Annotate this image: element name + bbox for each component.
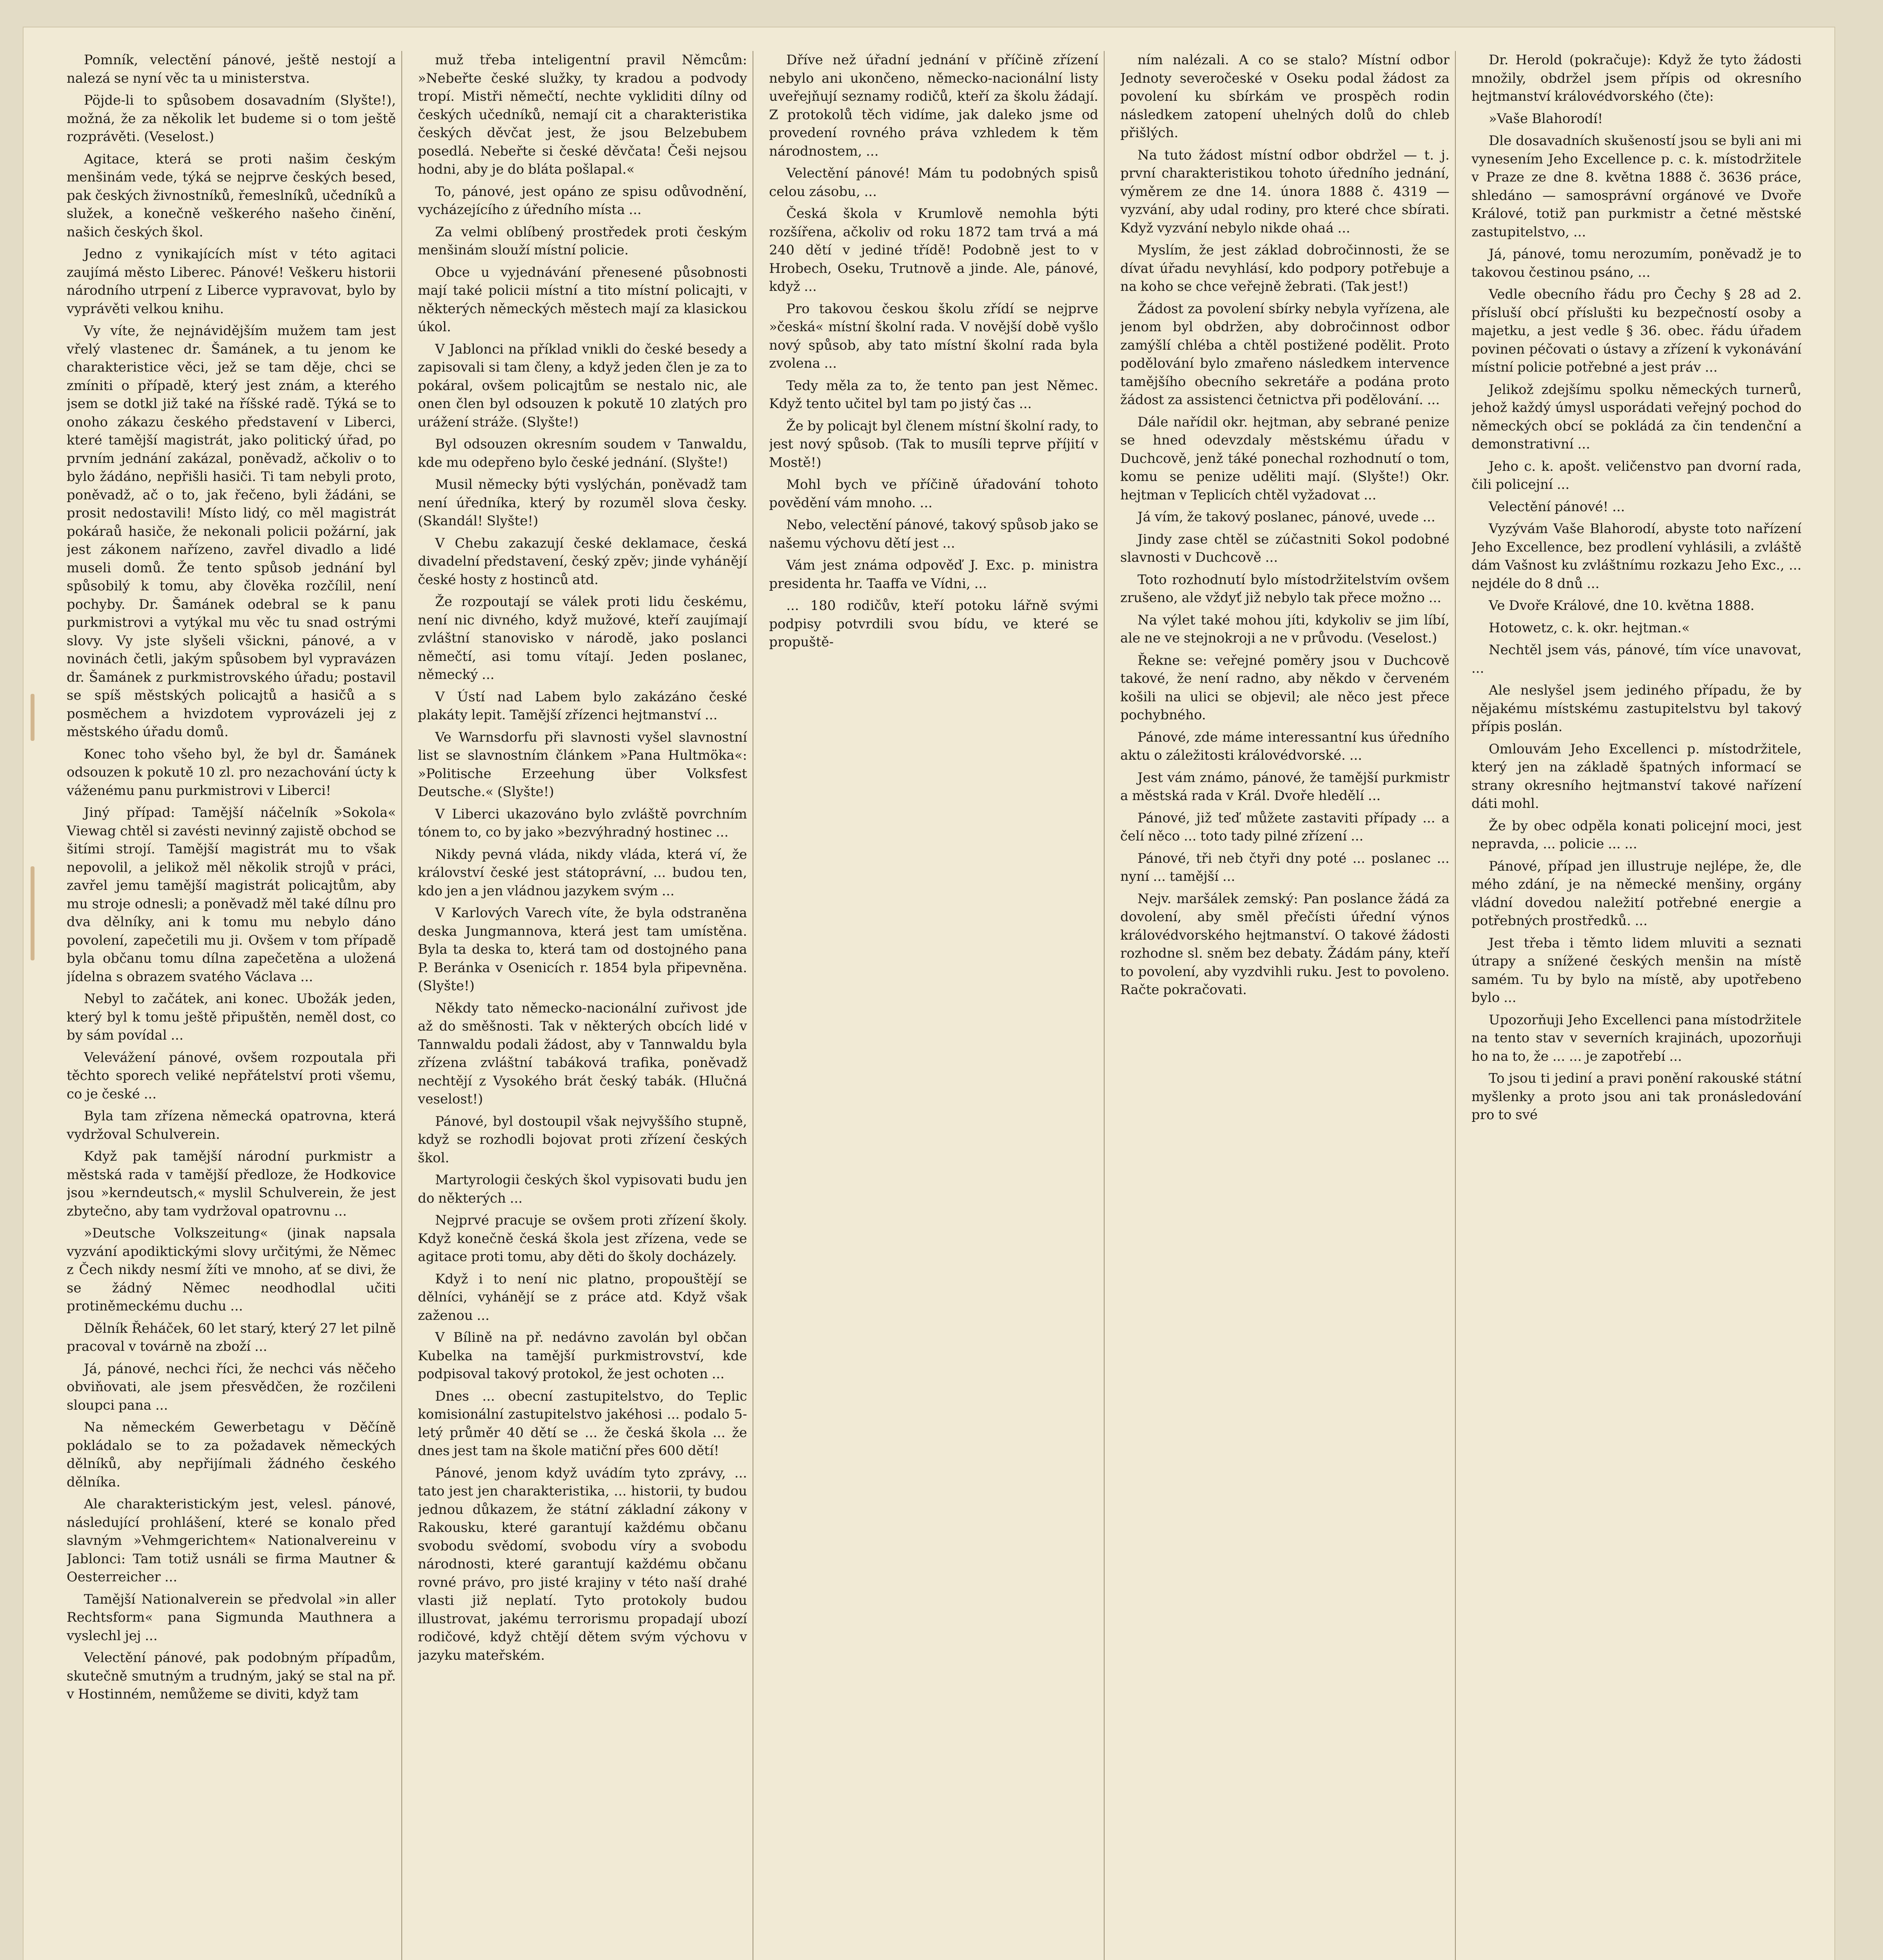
paragraph: Řekne se: veřejné poměry jsou v Duchcově takové, že není radno, aby někdo v červeném košili na ulici se objevil; ale něco jest přece pochybného.	[1120, 652, 1449, 723]
paragraph: Česká škola v Krumlově nemohla býti rozšířena, ačkoliv od roku 1872 tam trvá a má 240 dětí v jediné třídě! Podobně jest to v Hrobech, Oseku, Trutnově a jinde. Ale, pánové, když ...	[769, 206, 1098, 294]
page-stain	[31, 866, 34, 960]
paragraph: ... 180 rodičův, kteří potoku lářně svými podpisy potvrdili svou bídu, ve které se propuště-	[769, 598, 1098, 650]
paragraph: Pánové, zde máme interessantní kus úředního aktu o záležitosti královédvorské. ...	[1120, 729, 1449, 763]
paragraph: Omlouvám Jeho Excellenci p. místodržitele, který jen na základě špatných informací se strany okresního hejtmanství takové nařízení dáti mohl.	[1471, 741, 1801, 811]
paragraph: Na výlet také mohou jíti, kdykoliv se jim líbí, ale ne ve stejnokroji a ne v průvodu. (Veselost.)	[1120, 612, 1449, 646]
paragraph: Jest třeba i těmto lidem mluviti a seznati útrapy a snížené českých menšin na místě samém. Tu by bylo na místě, aby upotřebeno bylo ...	[1471, 935, 1801, 1005]
paragraph: Hotowetz, c. k. okr. hejtman.«	[1489, 620, 1690, 636]
paragraph: Upozorňuji Jeho Excellenci pana místodržitele na tento stav v severních krajinách, upozorňuji ho na to, že ... ... je zapotřebí ...	[1471, 1012, 1801, 1064]
paragraph: Pomník, velectění pánové, ještě nestojí a nalezá se nyní věc ta u ministerstva.	[67, 52, 396, 86]
paragraph: V Bílině na př. nedávno zavolán byl občan Kubelka na tamější purkmistrovství, kde podpisoval takový protokol, že jest ochoten ...	[418, 1330, 747, 1382]
paragraph: Dle dosavadních skušeností jsou se byli ani mi vynesením Jeho Excellence p. c. k. místodržitele v Praze ze dne 8. května 1888 č. 3636 práce, shledáno — samosprávní orgánové ve Dvoře Králové, totiž pan purkmistr a četné městské zastupitelstvo, ...	[1471, 133, 1801, 240]
paragraph: Na německém Gewerbetagu v Děčíně pokládalo se to za požadavek německých dělníků, aby nepřijímali žádného českého dělníka.	[67, 1419, 396, 1490]
paragraph: Vám jest známa odpověď J. Exc. p. ministra presidenta hr. Taaffa ve Vídni, ...	[769, 557, 1098, 592]
paragraph: Já vím, že takový poslanec, pánové, uvede ...	[1137, 509, 1435, 525]
paragraph: Na tuto žádost místní odbor obdržel — t. j. první charakteristikou tohoto úředního jednání, výměrem ze dne 14. února 1888 č. 4319 — vyzvání, aby udal rodiny, pro které chce sbírati. Když vyzvání nebylo nikde ohaá ...	[1120, 147, 1449, 236]
column-5	[1471, 51, 1807, 1960]
paragraph: Ale charakteristickým jest, velesl. pánové, následující prohlášení, které se konalo před slavným »Vehmgerichtem« Nationalvereinu v Jablonci: Tam totiž usnáli se firma Mautner & Oesterreicher ...	[67, 1496, 396, 1585]
paragraph: Dělník Řeháček, 60 let starý, který 27 let pilně pracoval v továrně na zboží ...	[67, 1320, 396, 1354]
paragraph: Velectění pánové! ...	[1489, 499, 1625, 515]
paragraph: Pánové, případ jen illustruje nejlépe, že, dle mého zdání, je na německé menšiny, orgány vládní dovedou naležití potřebné energie a potřebných prostředků. ...	[1471, 858, 1801, 929]
paragraph: V Jablonci na příklad vnikli do české besedy a zapisovali si tam členy, a když jeden člen je za to pokáral, ovšem policajtům se nestalo nic, ale onen člen byl odsouzen k pokutě 10 zlatých pro urážení stráže. (Slyšte!)	[418, 341, 747, 430]
paragraph: V Ústí nad Labem bylo zakázáno české plakáty lepit. Tamější zřízenci hejtmanství ...	[418, 689, 747, 723]
paragraph: Vedle obecního řádu pro Čechy § 28 ad 2. přísluší obcí příslušti ku bezpečností osoby a majetku, a jest vedle § 36. obec. řádu úřadem povinen péčovati o ústavy a zřízení k vykonávání místní policie potřebné a jest práv ...	[1471, 287, 1801, 375]
paragraph: Nebyl to začátek, ani konec. Ubožák jeden, který byl k tomu ještě připuštěn, neměl dost, co by sám povídal ...	[67, 991, 396, 1043]
paragraph: Ve Dvoře Králové, dne 10. května 1888.	[1489, 598, 1755, 613]
paragraph: Pánové, již teď můžete zastaviti případy ... a čelí něco ... toto tady pilné zřízení ...	[1120, 810, 1449, 844]
paragraph: Dále nařídil okr. hejtman, aby sebrané penize se hned odevzdaly městskému úřadu v Duchcově, jenž táké ponechal rozhodnutí o tom, komu se penize uděliti mají. (Slyšte!) Okr. hejtman v Teplicích chtěl vyžadovat ...	[1120, 414, 1449, 503]
paragraph: Vy víte, že nejnávidějším mužem tam jest vřelý vlastenec dr. Šamánek, a tu jenom ke charakteristice věci, jež se tam děje, chci se zmíniti o případě, který jest znám, a kterého jsem se dotkl již také na říšské radě. Týká se to onoho zákazu českého představení v Liberci, které tamější magistrát, jako politický úřad, po prvním jednání zakázal, poněvadž, ačkoliv o to bylo žádáno, nepřišli hasiči. Ti tam nebyli proto, poněvadž, ač o to, jak řečeno, byli žádáni, se prosit nedostavili! Místo lidý, co měl magistrát pokáraů hasiče, že nekonali policii požární, jak jest zákonem nařízeno, zavřel divadlo a lidé museli domů. Že tento spůsob jednání byl spůsobilý k tomu, aby člověka rozčílil, není pochyby. Dr. Šamánek odebral se k panu purkmistrovi a vytýkal mu věc tu snad ostrými slovy. Vy jste slyšeli všickni, pánové, a v novinách četli, jakým spůsobem byl vypravázen dr. Šamánek z purkmistrovského úřadu; postavil se spíš městských policajtů a hasičů a s posměchem a hvizdotem vyprovázeli jej z městského úřadu domů.	[67, 323, 396, 740]
paragraph: Musil německy býti vyslýchán, poněvadž tam není úředníka, který by rozuměl slova česky. (Skandál! Slyšte!)	[418, 477, 747, 529]
paragraph: Tedy měla za to, že tento pan jest Němec. Když tento učitel byl tam po jistý čas ...	[769, 377, 1098, 412]
paragraph: Pöjde-li to spůsobem dosavadním (Slyšte!), možná, že za několik let budeme si o tom ještě rozprávěti. (Veselost.)	[67, 93, 396, 145]
paragraph: »Deutsche Volkszeitung« (jinak napsala vyzvání apodiktickými slovy určitými, že Němec z Čech nikdy nesmí žíti ve mnoho, ať se divi, že se žádný Němec neodhodlal učiti protiněmeckému duchu ...	[67, 1225, 396, 1314]
newspaper-page	[24, 27, 1834, 1960]
paragraph: Jiný případ: Tamější náčelník »Sokola« Viewag chtěl si zavésti nevinný zajistě obchod se šitími strojí. Tamější magistrát mu to však nepovolil, a jelikož měl několik strojů v práci, zavřel jemu tamější magistrát policajtům, aby mu stroje odnesli; a poněvadž měl také dílnu pro dva dělníky, ani k tomu mu nebylo dáno povolení, zapečetili mu ji. Ovšem v tom případě byla občanu tomu dílna zapečetěna a uložená jídelna s obrazem svatého Václava ...	[67, 805, 396, 985]
paragraph: V Chebu zakazují české deklamace, česká divadelní představení, český zpěv; jinde vyhánějí české hosty z hostinců atd.	[418, 535, 747, 588]
paragraph: Já, pánové, nechci říci, že nechci vás něčeho obviňovati, ale jsem přesvědčen, že rozčileni sloupci pana ...	[67, 1361, 396, 1413]
paragraph: Dr. Herold (pokračuje): Když že tyto žádosti množily, obdržel jsem přípis od okresního hejtmanství královédvorského (čte):	[1471, 52, 1801, 104]
paragraph: Byla tam zřízena německá opatrovna, která vydržoval Schulverein.	[67, 1108, 396, 1142]
paragraph: Konec toho všeho byl, že byl dr. Šamánek odsouzen k pokutě 10 zl. pro nezachování úcty k váženému panu purkmistrovi v Liberci!	[67, 746, 396, 799]
paragraph: Jelikož zdejšímu spolku německých turnerů, jehož každý úmysl usporádati veřejný pochod do německých obcí se pokládá za čin tendenční a demonstrativní ...	[1471, 381, 1801, 452]
paragraph: Nejprvé pracuje se ovšem proti zřízení školy. Když konečně česká škola jest zřízena, vede se agitace proti tomu, aby děti do školy docházely.	[418, 1212, 747, 1265]
column-1	[67, 51, 402, 1960]
page-stain	[31, 694, 34, 741]
paragraph: Jedno z vynikajících míst v této agitaci zaujímá město Liberec. Pánové! Veškeru historii národního utrpení z Liberce vypravovat, bylo by vyprávěti velkou knihu.	[67, 246, 396, 317]
paragraph: Myslím, že jest základ dobročinnosti, že se dívat úřadu nevyhlásí, kdo podpory potřebuje a na koho se chce veřejně žebrati. (Tak jest!)	[1120, 242, 1449, 294]
paragraph: »Vaše Blahorodí!	[1489, 111, 1603, 127]
paragraph: Nebo, velectění pánové, takový spůsob jako se našemu výchovu dětí jest ...	[769, 517, 1098, 551]
paragraph: Velevážení pánové, ovšem rozpoutala při těchto sporech veliké nepřátelství proti všemu, co je české ...	[67, 1049, 396, 1102]
paragraph: Velectění pánové, pak podobným případům, skutečně smutným a trudným, jaký se stal na př. v Hostinném, nemůžeme se diviti, když tam	[67, 1650, 396, 1702]
paragraph: Jeho c. k. apošt. veličenstvo pan dvorní rada, čili policejní ...	[1471, 458, 1801, 492]
paragraph: Pánové, jenom když uvádím tyto zprávy, ... tato jest jen charakteristika, ... historii, ty budou jednou důkazem, že státní základní zákony v Rakousku, které garantují každému občanu svobodu svědomí, svobodu víry a svobodu národnosti, které garantují každému občanu rovné právo, pro jisté krajiny v této naší drahé vlasti již neplatí. Tyto protokoly budou illustrovat, jakému terrorismu propadají ubozí rodičové, když chtějí dětem svým výchovu v jazyku mateřském.	[418, 1465, 747, 1663]
paragraph: Toto rozhodnutí bylo místodržitelstvím ovšem zrušeno, ale vždyť již nebylo tak přece možno ...	[1120, 572, 1449, 606]
paragraph: ním nalézali. A co se stalo? Místní odbor Jednoty severočeské v Oseku podal žádost za povolení ku sbírkám ve prospěch rodin následkem zatopení uhelných dolů do chleb přišlých.	[1120, 52, 1449, 141]
paragraph: Martyrologii českých škol vypisovati budu jen do některých ...	[418, 1172, 747, 1206]
paragraph: Jindy zase chtěl se zúčastniti Sokol podobné slavnosti v Duchcově ...	[1120, 531, 1449, 565]
paragraph: Že rozpoutají se válek proti lidu českému, není nic divného, když mužové, kteří zaujímají zvláštní stanovisko v národě, jako poslanci němečtí, asi tomu vítají. Jeden poslanec, německý ...	[418, 594, 747, 682]
paragraph: Tamější Nationalverein se předvolal »in aller Rechtsform« pana Sigmunda Mauthnera a vyslechl jej ...	[67, 1591, 396, 1644]
column-3	[769, 51, 1105, 1960]
paragraph: Že by policajt byl členem místní školní rady, to jest nový spůsob. (Tak to musíli teprve příjití v Mostě!)	[769, 418, 1098, 470]
paragraph: Ve Warnsdorfu při slavnosti vyšel slavnostní list se slavnostním článkem »Pana Hultmöka«: »Politische Erzeehung über Volksfest Deutsche.« (Slyšte!)	[418, 729, 747, 800]
paragraph: Já, pánové, tomu nerozumím, poněvadž je to takovou čestinou psáno, ...	[1471, 246, 1801, 280]
paragraph: V Karlových Varech víte, že byla odstraněna deska Jungmannova, která jest tam umístěna. Byla ta deska to, která tam od dostojného pana P. Beránka v Osenicích r. 1854 byla připevněna. (Slyšte!)	[418, 905, 747, 994]
paragraph: muž třeba inteligentní pravil Němcům: »Nebeřte české služky, ty kradou a podvody tropí. Mistři němečtí, nechte vykliditi dílny od českých učedníků, nemají cit a charakteristika českých děvčat jest, že jsou Belzebubem posedlá. Nebeřte si české děvčata! Češi nejsou hodni, aby je do bláta pošlapal.«	[418, 52, 747, 177]
paragraph: Někdy tato německo-nacionální zuřivost jde až do směšnosti. Tak v některých obcích lidé v Tannwaldu podali žádost, aby v Tannwaldu byla zřízena zvláštní tabáková trafika, poněvadž nechtějí z Vysokého brát český tabák. (Hlučná veselost!)	[418, 1000, 747, 1107]
paragraph: Byl odsouzen okresním soudem v Tanwaldu, kde mu odepřeno bylo české jednání. (Slyšte!)	[418, 436, 747, 470]
paragraph: Pro takovou českou školu zřídí se nejprve »česká« místní školní rada. V novější době vyšlo nový spůsob, aby tato místní školní rada byla zvolena ...	[769, 301, 1098, 371]
paragraph: Když i to není nic platno, propouštějí se dělníci, vyhánějí se z práce atd. Když však zaženou ...	[418, 1271, 747, 1323]
paragraph: Pánové, byl dostoupil však nejvyššího stupně, když se rozhodli bojovat proti zřízení českých škol.	[418, 1113, 747, 1166]
paragraph: Když pak tamější národní purkmistr a městská rada v tamější předloze, že Hodkovice jsou »kerndeutsch,« myslil Schulverein, že jest zbytečno, aby tam vydržoval opatrovnu ...	[67, 1149, 396, 1219]
paragraph: Obce u vyjednávání přenesené působnosti mají také policii místní a tito místní policajti, v některých německých městech mají za klasickou úkol.	[418, 264, 747, 335]
paragraph: Nejv. maršálek zemský: Pan poslance žádá za dovolení, aby směl přečísti úřední výnos královédvorského hejtmanství. O takové žádosti rozhodne sl. sněm bez debaty. Žádám pány, kteří to povolení, aby vyzdvihli ruku. Jest to povoleno. Račte pokračovati.	[1120, 891, 1449, 998]
paragraph: Za velmi oblíbený prostředek proti českým menšinám slouží místní policie.	[418, 224, 747, 258]
paragraph: Dříve než úřadní jednání v příčině zřízení nebylo ani ukončeno, německo-nacionální listy uveřejňují seznamy rodičů, kteří za školu žádají. Z protokolů těch vidíme, jak daleko jsme od provedení rovného práva vzhledem k těm národnostem, ...	[769, 52, 1098, 159]
paragraph: Žádost za povolení sbírky nebyla vyřízena, ale jenom byl obdržen, aby dobročinnost odbor zamýšlí chléba a chtěl postižené podělit. Proto podělování bylo zmařeno následkem intervence tamějšího obecního sekretáře a podána proto žádost za assistenci četnictva při podělování. ...	[1120, 301, 1449, 408]
column-2	[418, 51, 753, 1960]
paragraph: Jest vám známo, pánové, že tamější purkmistr a městská rada v Král. Dvoře hledělí ...	[1120, 769, 1449, 804]
column-4	[1120, 51, 1456, 1960]
paragraph: V Liberci ukazováno bylo zvláště povrchním tónem to, co by jako »bezvýhradný hostinec ...	[418, 806, 747, 840]
paragraph: Nikdy pevná vláda, nikdy vláda, která ví, že království české jest státoprávní, ... budou ten, kdo jen a jen vládnou jazykem svým ...	[418, 846, 747, 899]
paragraph: Nechtěl jsem vás, pánové, tím více unavovat, ...	[1471, 642, 1801, 676]
paragraph: Dnes ... obecní zastupitelstvo, do Teplic komisionální zastupitelstvo jakéhosi ... podalo 5-letý průměr 40 dětí se ... že česká škola ... že dnes jest tam na škole matiční přes 600 dětí!	[418, 1388, 747, 1459]
paragraph: To jsou ti jediní a pravi ponění rakouské státní myšlenky a proto jsou ani tak pronásledování pro to své	[1471, 1071, 1801, 1123]
paragraph: Pánové, tři neb čtyři dny poté ... poslanec ... nyní ... tamější ...	[1120, 850, 1449, 884]
paragraph: Že by obec odpěla konati policejní moci, jest nepravda, ... policie ... ...	[1471, 818, 1801, 852]
paragraph: Mohl bych ve příčině úřadování tohoto povědění vám mnoho. ...	[769, 477, 1098, 511]
paragraph: Agitace, která se proti našim českým menšinám vede, týká se nejprve českých besed, pak českých živnostníků, řemeslníků, učedníků a služek, a konečně veškerého našeho činění, našich českých škol.	[67, 151, 396, 240]
paragraph: To, pánové, jest opáno ze spisu odůvodnění, vycházejícího z úředního místa ...	[418, 183, 747, 218]
paragraph: Ale neslyšel jsem jediného případu, že by nějakému místskému zastupitelstvu byl takový přípis poslán.	[1471, 682, 1801, 735]
text-columns	[67, 51, 1807, 1960]
paragraph: Velectění pánové! Mám tu podobných spisů celou zásobu, ...	[769, 165, 1098, 200]
paragraph: Vyzývám Vaše Blahorodí, abyste toto nařízení Jeho Excellence, bez prodlení vyhlásili, a zvláště dám Vašnost ku zvláštnímu rozkazu Jeho Exc., ... nejdéle do 8 dnů ...	[1471, 521, 1801, 592]
